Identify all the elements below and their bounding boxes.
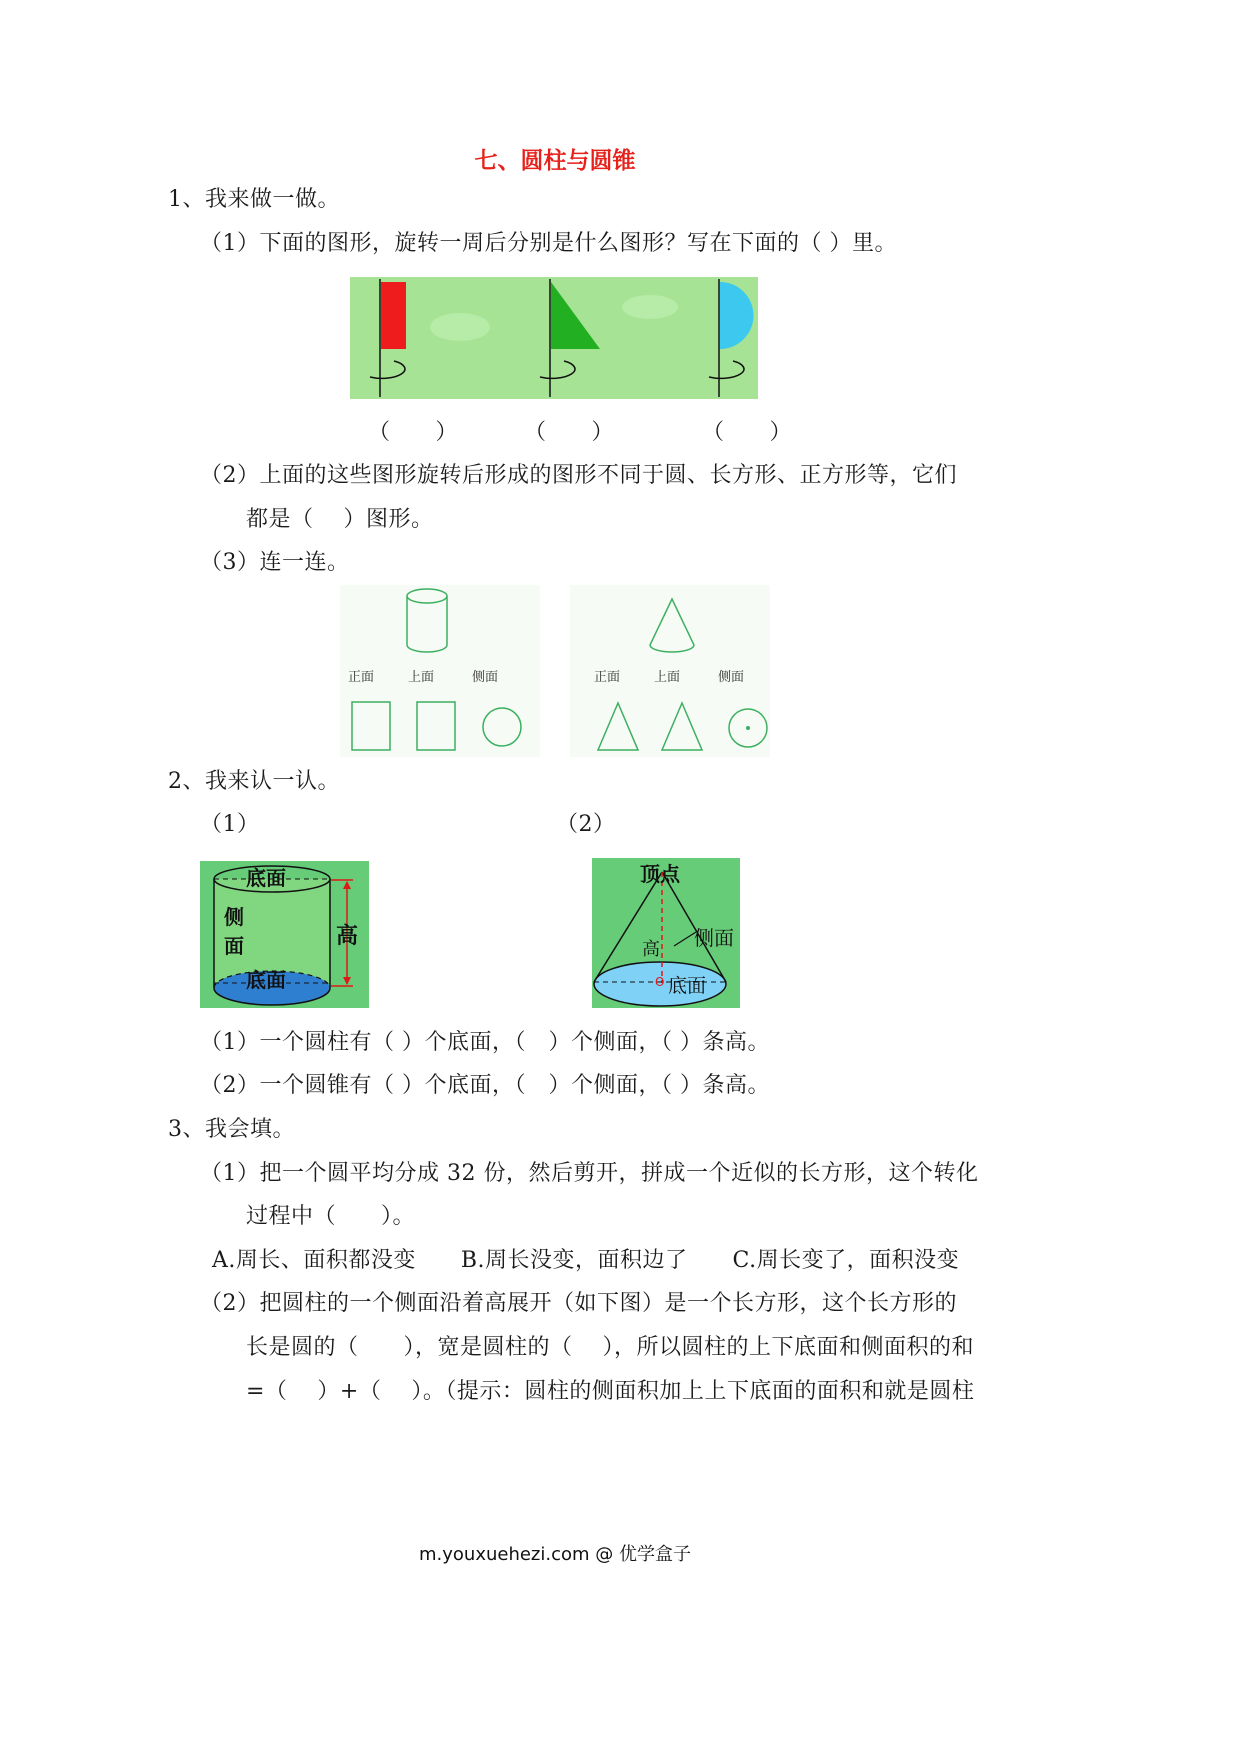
view-label-side: 侧面 — [718, 670, 745, 685]
cylinder-views-figure — [340, 585, 540, 757]
cylinder-height-label: 高 — [336, 924, 359, 949]
cone-center-label: O — [655, 975, 665, 989]
section-1-heading: 1、我来做一做。 — [168, 187, 340, 212]
question-1-1: （1）下面的图形，旋转一周后分别是什么图形？写在下面的（ ）里。 — [200, 231, 897, 256]
view-label-top: 上面 — [408, 670, 435, 685]
question-3-2-line1: （2）把圆柱的一个侧面沿着高展开（如下图）是一个长方形，这个长方形的 — [200, 1291, 957, 1316]
question-3-1-options: A.周长、面积都没变 B.周长没变，面积边了 C.周长变了，面积没变 — [212, 1248, 960, 1273]
footer-watermark: m.youxuehezi.com @ 优学盒子 — [418, 1544, 691, 1565]
view-label-front: 正面 — [594, 670, 621, 685]
cone-height-label: 高 — [642, 939, 660, 960]
question-1-2-line2: 都是（ ）图形。 — [246, 507, 434, 532]
page-title: 七、圆柱与圆锥 — [474, 148, 636, 174]
question-3-2-line2: 长是圆的（ ），宽是圆柱的（ ），所以圆柱的上下底面和侧面积的和 — [246, 1335, 974, 1360]
section-2-heading: 2、我来认一认。 — [168, 769, 340, 794]
view-label-top: 上面 — [654, 670, 681, 685]
answer-blank-3: （ ） — [702, 420, 793, 445]
answer-blank-1: （ ） — [368, 420, 459, 445]
question-3-2-line3: =（ ）+（ ）。（提示：圆柱的侧面积加上上下底面的面积和就是圆柱 — [246, 1379, 975, 1404]
cone-views-figure — [570, 585, 770, 757]
cone-side-label: 侧面 — [694, 926, 734, 950]
cylinder-bottom-label: 底面 — [246, 968, 286, 992]
cylinder-top-label: 底面 — [246, 866, 286, 890]
question-3-1-line1: （1）把一个圆平均分成 32 份，然后剪开，拼成一个近似的长方形，这个转化 — [200, 1161, 979, 1186]
view-label-front: 正面 — [348, 670, 375, 685]
cylinder-side-label-1: 侧 — [224, 905, 244, 929]
cone-diagram — [592, 858, 740, 1008]
cylinder-side-label-2: 面 — [224, 934, 244, 958]
question-2-2: （2）一个圆锥有（ ）个底面，（ ）个侧面，（ ）条高。 — [200, 1073, 770, 1098]
red-rectangle-shape — [381, 282, 406, 349]
cone-base-label: 底面 — [668, 975, 707, 997]
question-2-1: （1）一个圆柱有（ ）个底面，（ ）个侧面，（ ）条高。 — [200, 1030, 770, 1055]
question-3-1-line2: 过程中（ ）。 — [246, 1204, 416, 1229]
cylinder-diagram — [200, 861, 369, 1008]
figure-label-2: （2） — [556, 812, 616, 837]
cone-apex-label: 顶点 — [640, 862, 680, 886]
view-label-side: 侧面 — [472, 670, 499, 685]
figure-label-1: （1） — [200, 812, 260, 837]
rotation-shapes-figure — [350, 277, 758, 399]
question-1-3: （3）连一连。 — [200, 550, 350, 575]
section-3-heading: 3、我会填。 — [168, 1117, 295, 1142]
question-1-2-line1: （2）上面的这些图形旋转后形成的图形不同于圆、长方形、正方形等，它们 — [200, 463, 957, 488]
answer-blank-2: （ ） — [524, 420, 615, 445]
